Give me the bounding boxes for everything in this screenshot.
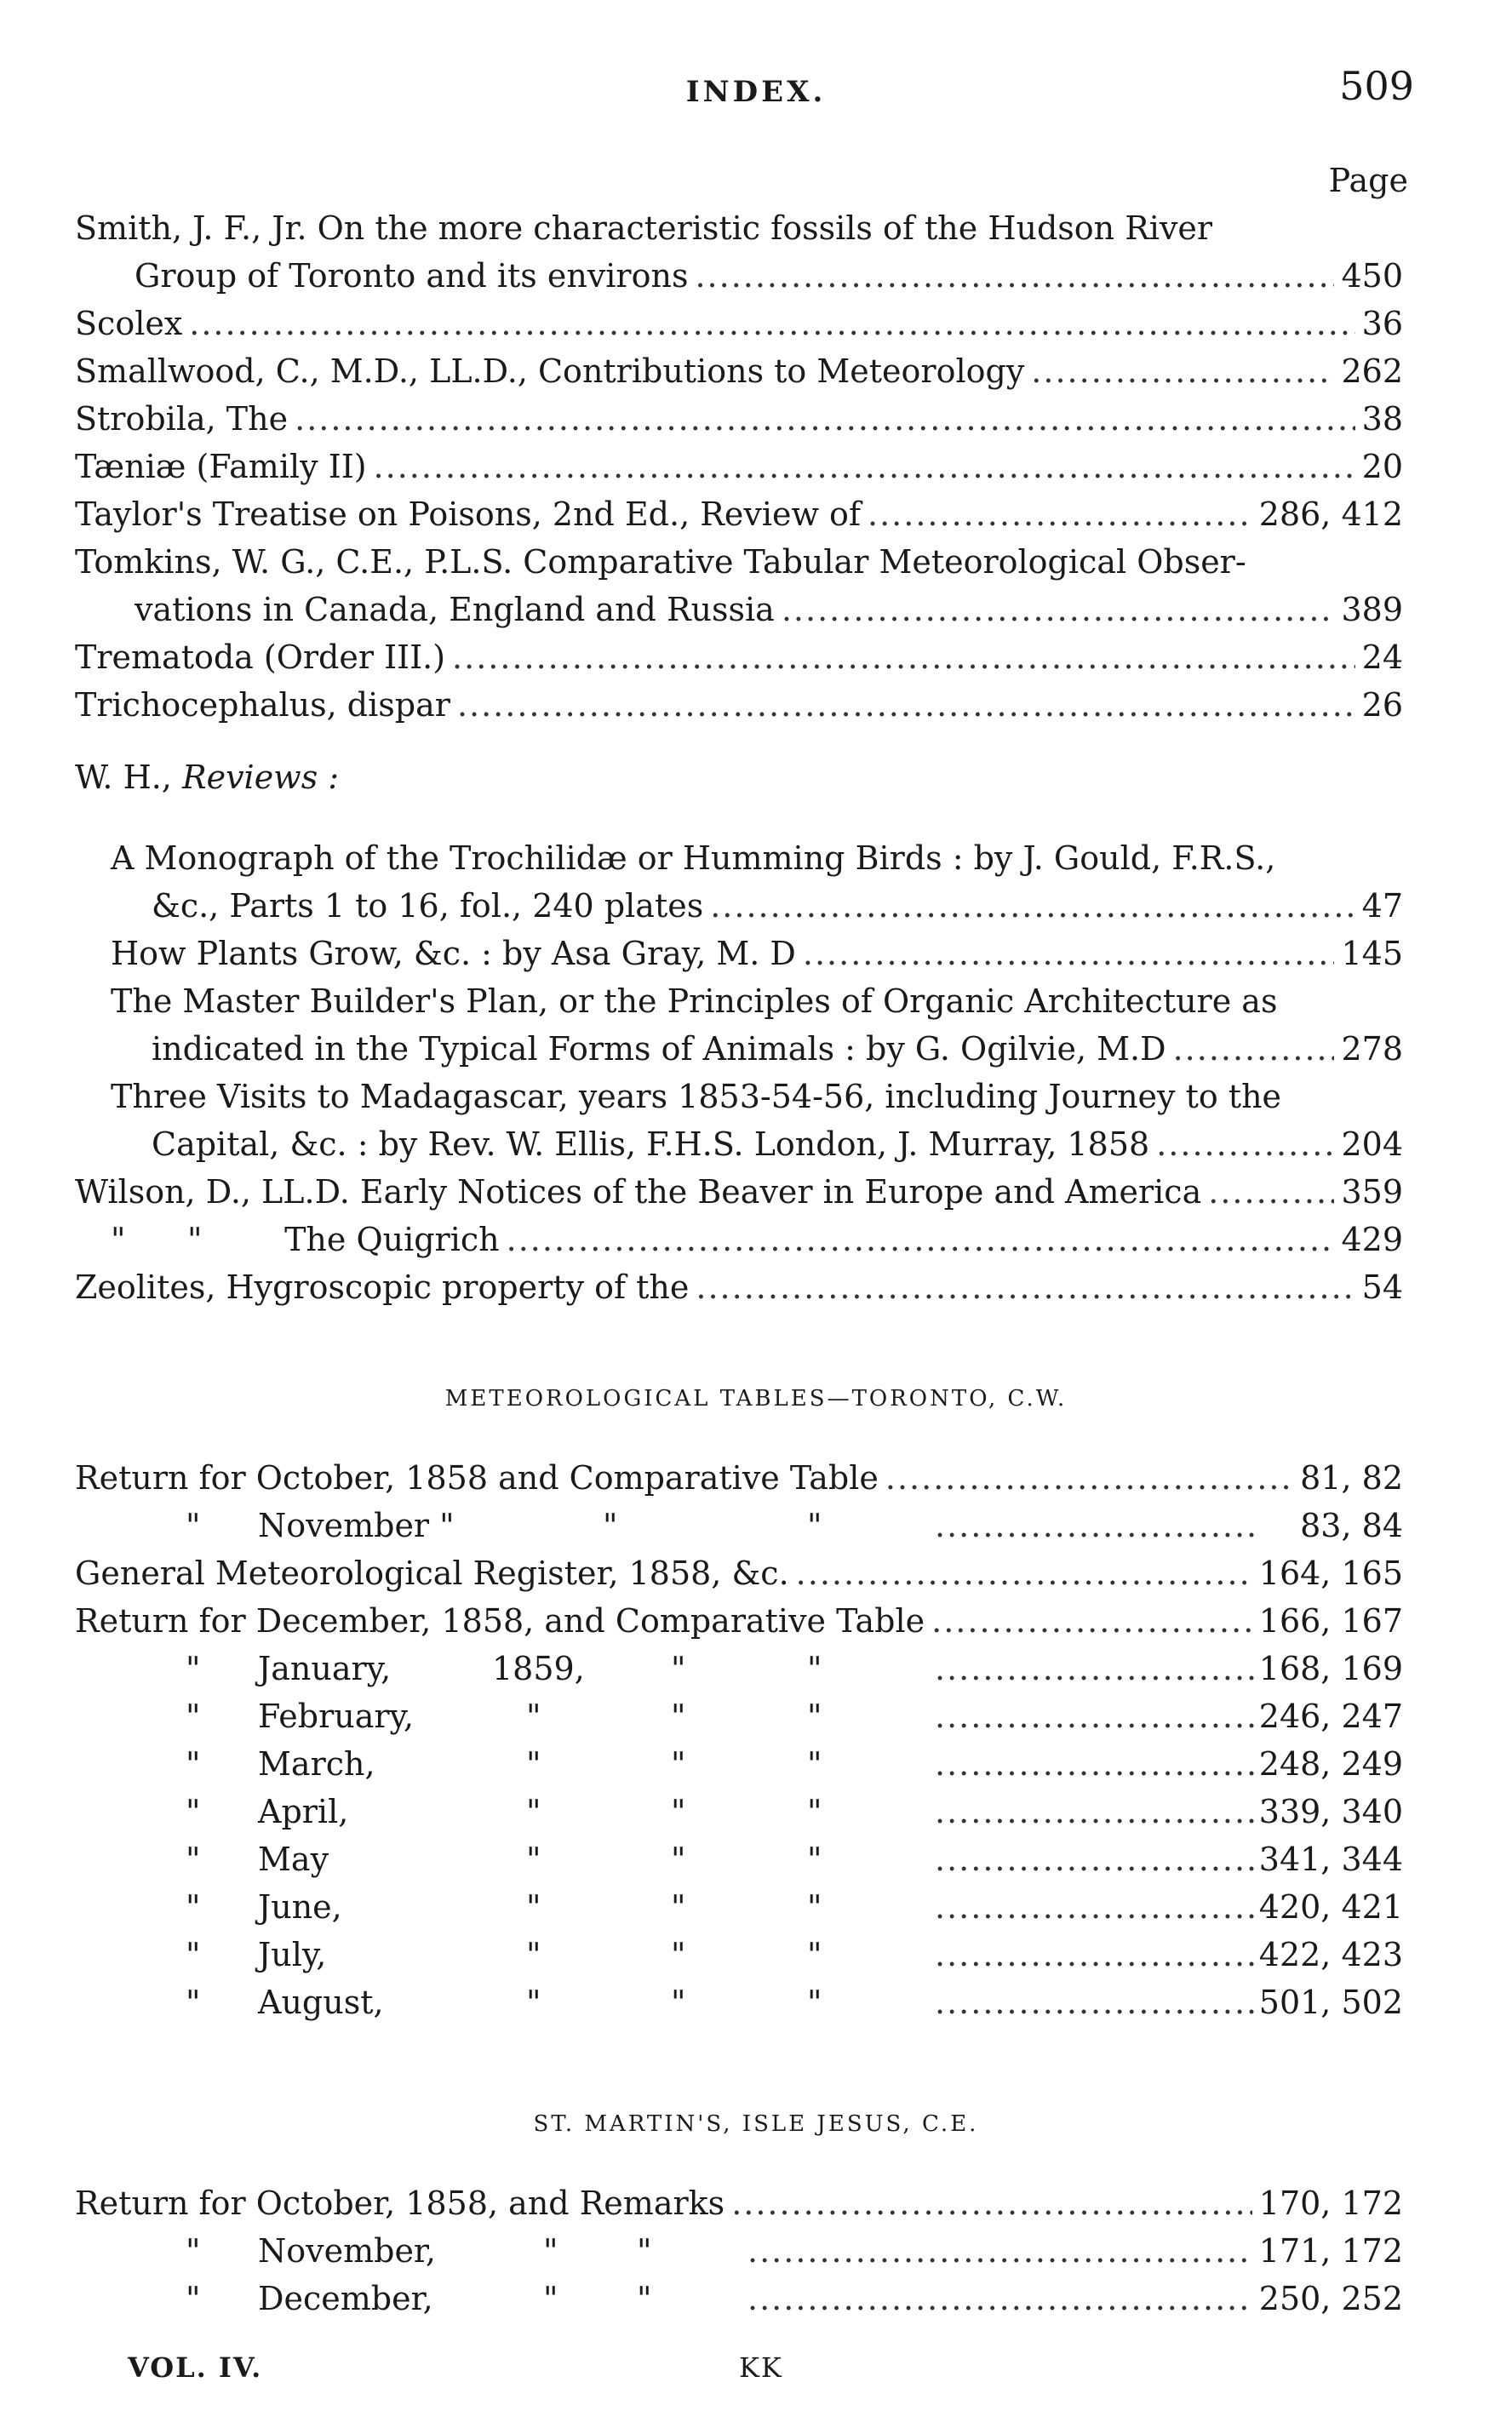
review-item-cont: Capital, &c. : by Rev. W. Ellis, F.H.S. London, J. Murray, 1858 ..... 204 <box>152 1120 1403 1168</box>
toronto-month-row: " June, " " " ..... 420, 421 <box>75 1883 1403 1931</box>
stmartins-month-row: " November, " " ..... 171, 172 <box>75 2227 1403 2275</box>
toronto-row: Return for December, 1858, and Comparative Table ..... 166, 167 <box>75 1597 1403 1645</box>
toronto-month-row: " March, " " " ..... 248, 249 <box>75 1740 1403 1788</box>
index-entry-trichocephalus: Trichocephalus, dispar ..... 26 <box>75 681 1403 729</box>
index-entry-trematoda: Trematoda (Order III.) ..... 24 <box>75 633 1403 681</box>
index-entry-wilson: Wilson, D., LL.D. Early Notices of the Beaver in Europe and America ..... 359 <box>75 1168 1403 1216</box>
toronto-section-heading: METEOROLOGICAL TABLES—TORONTO, C.W. <box>444 1386 1068 1412</box>
toronto-row: Return for October, 1858 and Comparative Table ..... 81, 82 <box>75 1454 1403 1502</box>
stmartins-month-row: " December, " " ..... 250, 252 <box>75 2275 1403 2322</box>
page-number: 509 <box>1339 63 1414 109</box>
page-column-heading: Page <box>1328 162 1408 199</box>
index-entry-smith-cont: Group of Toronto and its environs ..... 450 <box>135 252 1403 300</box>
index-entry-tomkins: Tomkins, W. G., C.E., P.L.S. Comparative Tabular Meteorological Obser- <box>75 543 1246 581</box>
index-entry-taylor: Taylor's Treatise on Poisons, 2nd Ed., Review of ..... 286, 412 <box>75 490 1403 538</box>
review-item-cont: indicated in the Typical Forms of Animals : by G. Ogilvie, M.D ..... 278 <box>152 1025 1403 1073</box>
toronto-row: General Meteorological Register, 1858, &c. ..... 164, 165 <box>75 1549 1403 1597</box>
toronto-month-row: " August, " " " ..... 501, 502 <box>75 1978 1403 2026</box>
index-entry-quigrich: " " The Quigrich ..... 429 <box>111 1216 1403 1263</box>
toronto-month-row: " April, " " " ..... 339, 340 <box>75 1788 1403 1835</box>
volume-footer: VOL. IV. <box>128 2351 263 2384</box>
toronto-month-row: " May " " " ..... 341, 344 <box>75 1835 1403 1883</box>
review-item-cont: &c., Parts 1 to 16, fol., 240 plates ..... 47 <box>152 882 1403 930</box>
toronto-month-row: " January, 1859, " " ..... 168, 169 <box>75 1645 1403 1692</box>
index-entry-scolex: Scolex ..... 36 <box>75 300 1403 347</box>
signature-mark: KK <box>739 2351 783 2384</box>
index-entry-tomkins-cont: vations in Canada, England and Russia ..... 389 <box>135 586 1403 633</box>
reviews-heading: W. H., Reviews : <box>75 759 340 796</box>
review-item: The Master Builder's Plan, or the Principles of Organic Architecture as <box>111 982 1278 1020</box>
toronto-month-row: " February, " " " ..... 246, 247 <box>75 1692 1403 1740</box>
running-head: INDEX. <box>685 75 827 109</box>
toronto-row-november: " November " " " ..... 83, 84 <box>75 1502 1403 1549</box>
index-entry-zeolites: Zeolites, Hygroscopic property of the ..... 54 <box>75 1263 1403 1311</box>
review-item: How Plants Grow, &c. : by Asa Gray, M. D ..... 145 <box>111 930 1403 977</box>
stmartins-section-heading: ST. MARTIN'S, ISLE JESUS, C.E. <box>533 2111 979 2137</box>
index-entry-smith: Smith, J. F., Jr. On the more characteristic fossils of the Hudson River <box>75 209 1213 247</box>
toronto-month-row: " July, " " " ..... 422, 423 <box>75 1931 1403 1978</box>
index-entry-smallwood: Smallwood, C., M.D., LL.D., Contributions to Meteorology ..... 262 <box>75 347 1403 395</box>
review-item: Three Visits to Madagascar, years 1853-54-56, including Journey to the <box>111 1078 1282 1115</box>
review-item: A Monograph of the Trochilidæ or Humming Birds : by J. Gould, F.R.S., <box>111 839 1276 877</box>
index-entry-strobila: Strobila, The ..... 38 <box>75 395 1403 443</box>
stmartins-row: Return for October, 1858, and Remarks ..... 170, 172 <box>75 2179 1403 2227</box>
index-entry-taeniae: Tæniæ (Family II) ..... 20 <box>75 443 1403 490</box>
